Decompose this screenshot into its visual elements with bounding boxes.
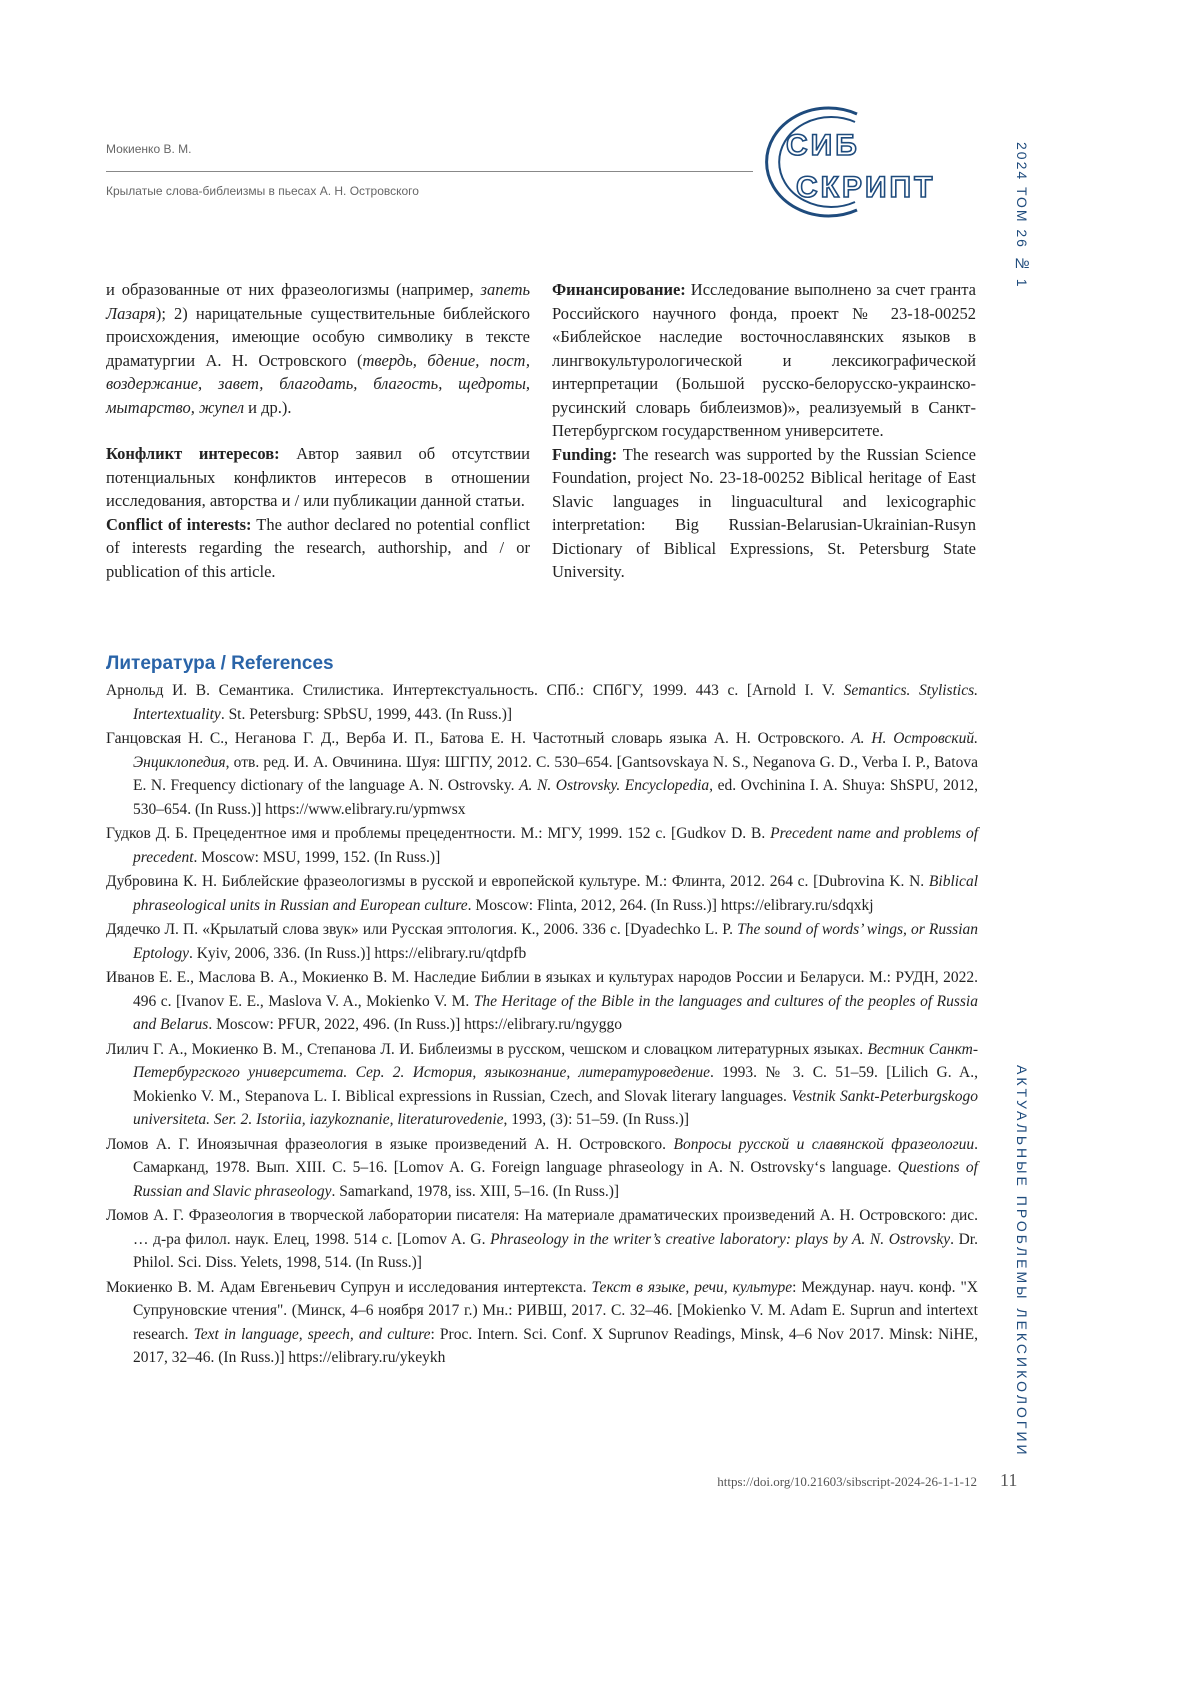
reference-text: Арнольд И. В. Семантика. Стилистика. Интертекстуальность. СПб.: СПбГУ, 1999. 443 с. [Arnold I. V. (106, 682, 844, 699)
reference-text: Иванов Е. Е., Маслова В. А., Мокиенко В. М. Наследие Библии в языках и культурах народов России и Беларуси. М.: РУДН, 2022. 496 с. [Ivanov E. E., Maslova V. A., Mokienko V. M. (106, 969, 978, 1010)
reference-item (106, 727, 978, 821)
reference-item (106, 966, 978, 1037)
reference-text: Ломов А. Г. Иноязычная фразеология в языке произведений А. Н. Островского. (106, 1135, 674, 1153)
side-issue-label: 2024 ТОМ 26 № 1 (1014, 142, 1030, 289)
reference-italic: Semantics. Stylistics. Intertextuality (133, 682, 978, 723)
reference-italic: Vestnik Sankt-Peterburgskogo universiteta. Ser. 2. Istoriia, iazykoznanie, literaturovedenie (133, 1087, 978, 1128)
reference-text: Дядечко Л. П. «Крылатый слова звук» или Русская эптология. К., 2006. 336 с. [Dyadechko L. P. (106, 921, 738, 938)
reference-text: . Samarkand, 1978, iss. XIII, 5–16. (In Russ.)] (331, 1182, 620, 1200)
references-list (106, 679, 978, 1370)
reference-text: Гудков Д. Б. Прецедентное имя и проблемы прецедентности. М.: МГУ, 1999. 152 с. [Gudkov D. B. (106, 825, 771, 842)
reference-text: Ломов А. Г. Фразеология в творческой лаборатории писателя: На материале драматических произведений А. Н. Островского: дис. … д-ра филол. наук. Елец, 1998. 514 с. [Lomov A. G. (106, 1207, 978, 1248)
reference-italic: The Heritage of the Bible in the languages and cultures of the peoples of Russia and Belarus (133, 992, 978, 1033)
funding-en: Funding: The research was supported by the Russian Science Foundation, project No. 23-18-00252 Biblical heritage of East Slavic languages in linguacultural and lexicographic interpretation: Big Russian-Belarusian-Ukrainian-Rusyn Dictionary of Biblical Expressions, St. Petersburg State University. (552, 444, 976, 581)
reference-italic: Текст в языке, речи, культуре (591, 1278, 793, 1296)
reference-text: Лилич Г. А., Мокиенко В. М., Степанова Л. И. Библеизмы в русском, чешском и словацком литературных языках. (106, 1040, 868, 1058)
reference-item (106, 1276, 978, 1370)
left-column (106, 278, 530, 583)
reference-text: . Moscow: Flinta, 2012, 264. (In Russ.)] https://elibrary.ru/sdqxkj (467, 896, 874, 914)
reference-item (106, 822, 978, 869)
reference-text: . Самарканд, 1978. Вып. XIII. С. 5–16. [Lomov A. G. Foreign language phraseology in A. N. Ostrovsky‘s language. (133, 1135, 978, 1176)
doi-link[interactable]: https://doi.org/10.21603/sibscript-2024-26-1-1-12 (717, 1474, 977, 1489)
references-section (106, 653, 978, 1371)
reference-text: ed. Ovchinina I. A. Shuya: ShSPU, 2012, 530–654. (In Russ.)] https://www.elibrary.ru/ypmwsx (133, 777, 978, 818)
conflict-en: Conflict of interests: The author declared no potential conflict of interests regarding the research, authorship, and / or publication of this article. (106, 514, 530, 581)
page-number: 11 (1000, 1470, 1018, 1490)
body-continuation: и образованные от них фразеологизмы (например, запеть Лазаря); 2) нарицательные существительные библейского происхождения, имеющие особую символику в тексте драматургии А. Н. Островского (твердь, бдение, пост, воздержание, завет, благодать, благость, щедроты, мытарство, жупел и др.). (106, 280, 530, 417)
running-head-author: Мокиенко В. М. (106, 142, 192, 156)
reference-italic: A. N. Ostrovsky. Encyclopedia, (519, 777, 714, 794)
reference-italic: Text in language, speech, and culture (193, 1325, 431, 1343)
reference-text: : Proc. Intern. Sci. Conf. X Suprunov Readings, Minsk, 4–6 Nov 2017. Minsk: NiHE, 2017, 32–46. (In Russ.)] https://elibrary.ru/ykeykh (133, 1325, 978, 1366)
reference-italic: Вестник Санкт-Петербургского университета. Сер. 2. История, языкознание, литературоведение (133, 1040, 978, 1081)
reference-item (106, 1133, 978, 1204)
journal-logo (762, 100, 987, 225)
reference-text: . 1993. № 3. С. 51–59. [Lilich G. A., Mokienko V. M., Stepanova L. I. Biblical expressions in Russian, Czech, and Slovak literary languages. (133, 1064, 978, 1105)
reference-item (106, 918, 978, 965)
header-divider (106, 171, 753, 172)
side-section-label: АКТУАЛЬНЫЕ ПРОБЛЕМЫ ЛЕКСИКОЛОГИИ (1014, 1065, 1030, 1458)
reference-text: : Междунар. науч. конф. "X Супруновские чтения". (Минск, 4–6 ноября 2017 г.) Мн.: РИВШ, 2017. С. 32–46. [Mokienko V. M. Adam E. Suprun and intertext research. (133, 1278, 978, 1343)
reference-italic: А. Н. Островский. Энциклопедия (133, 730, 978, 771)
reference-item (106, 679, 978, 726)
reference-text: , 1993, (3): 51–59. (In Russ.)] (503, 1111, 690, 1128)
reference-text: . St. Petersburg: SPbSU, 1999, 443. (In Russ.)] (220, 705, 513, 723)
reference-text: . Dr. Philol. Sci. Diss. Yelets, 1998, 514. (In Russ.)] (133, 1230, 978, 1271)
reference-text: , отв. ред. И. А. Овчинина. Шуя: ШГПУ, 2012. С. 530–654. [Gantsovskaya N. S., Neganova G. D., Verba I. P., Batova E. N. Frequency dictionary of the language A. N. Ostrovsky. (133, 753, 978, 794)
reference-text: . Kyiv, 2006, 336. (In Russ.)] https://elibrary.ru/qtdpfb (188, 944, 527, 962)
reference-text: Дубровина К. Н. Библейские фразеологизмы в русской и европейской культуре. М.: Флинта, 2012. 264 с. [Dubrovina K. N. (106, 873, 929, 890)
reference-italic: Вопросы русской и славянской фразеологии (673, 1135, 975, 1153)
reference-item (106, 1204, 978, 1275)
reference-text: Ганцовская Н. С., Неганова Г. Д., Верба И. П., Батова Е. Н. Частотный словарь языка А. Н. Островского. (106, 730, 852, 747)
logo-line1: СИБ (786, 129, 860, 162)
reference-italic: Questions of Russian and Slavic phraseology (133, 1159, 978, 1200)
reference-italic: Biblical phraseological units in Russian and European culture (133, 873, 978, 914)
conflict-ru: Конфликт интересов: Автор заявил об отсутствии потенциальных конфликтов интересов в отношении исследования, авторства и / или публикации данной статьи. (106, 444, 530, 510)
reference-text: . Moscow: MSU, 1999, 152. (In Russ.)] (193, 848, 441, 866)
references-heading: Литература / References (106, 653, 334, 674)
logo-line2: СКРИПТ (796, 171, 936, 204)
running-head-title: Крылатые слова-библеизмы в пьесах А. Н. Островского (106, 184, 419, 198)
reference-italic: Phraseology in the writer’s creative laboratory: plays by A. N. Ostrovsky (490, 1230, 951, 1248)
reference-italic: Precedent name and problems of precedent (133, 825, 979, 866)
reference-item (106, 1038, 978, 1132)
reference-text: . Moscow: PFUR, 2022, 496. (In Russ.)] https://elibrary.ru/ngyggo (208, 1016, 622, 1033)
reference-text: Мокиенко В. М. Адам Евгеньевич Супрун и исследования интертекста. (106, 1278, 592, 1296)
reference-italic: The sound of words’ wings, or Russian Eptology (133, 921, 978, 962)
funding-ru: Финансирование: Исследование выполнено за счет гранта Российского научного фонда, проект № 23-18-00252 «Библейское наследие восточнославянских языков в лингвокультурологической и лексикографической интерпретации (Большой русско-белорусско-украинско-русинский словарь библеизмов)», реализуемый в Санкт-Петербургском государственном университете. (552, 280, 976, 440)
reference-item (106, 870, 978, 917)
right-column (552, 278, 976, 584)
